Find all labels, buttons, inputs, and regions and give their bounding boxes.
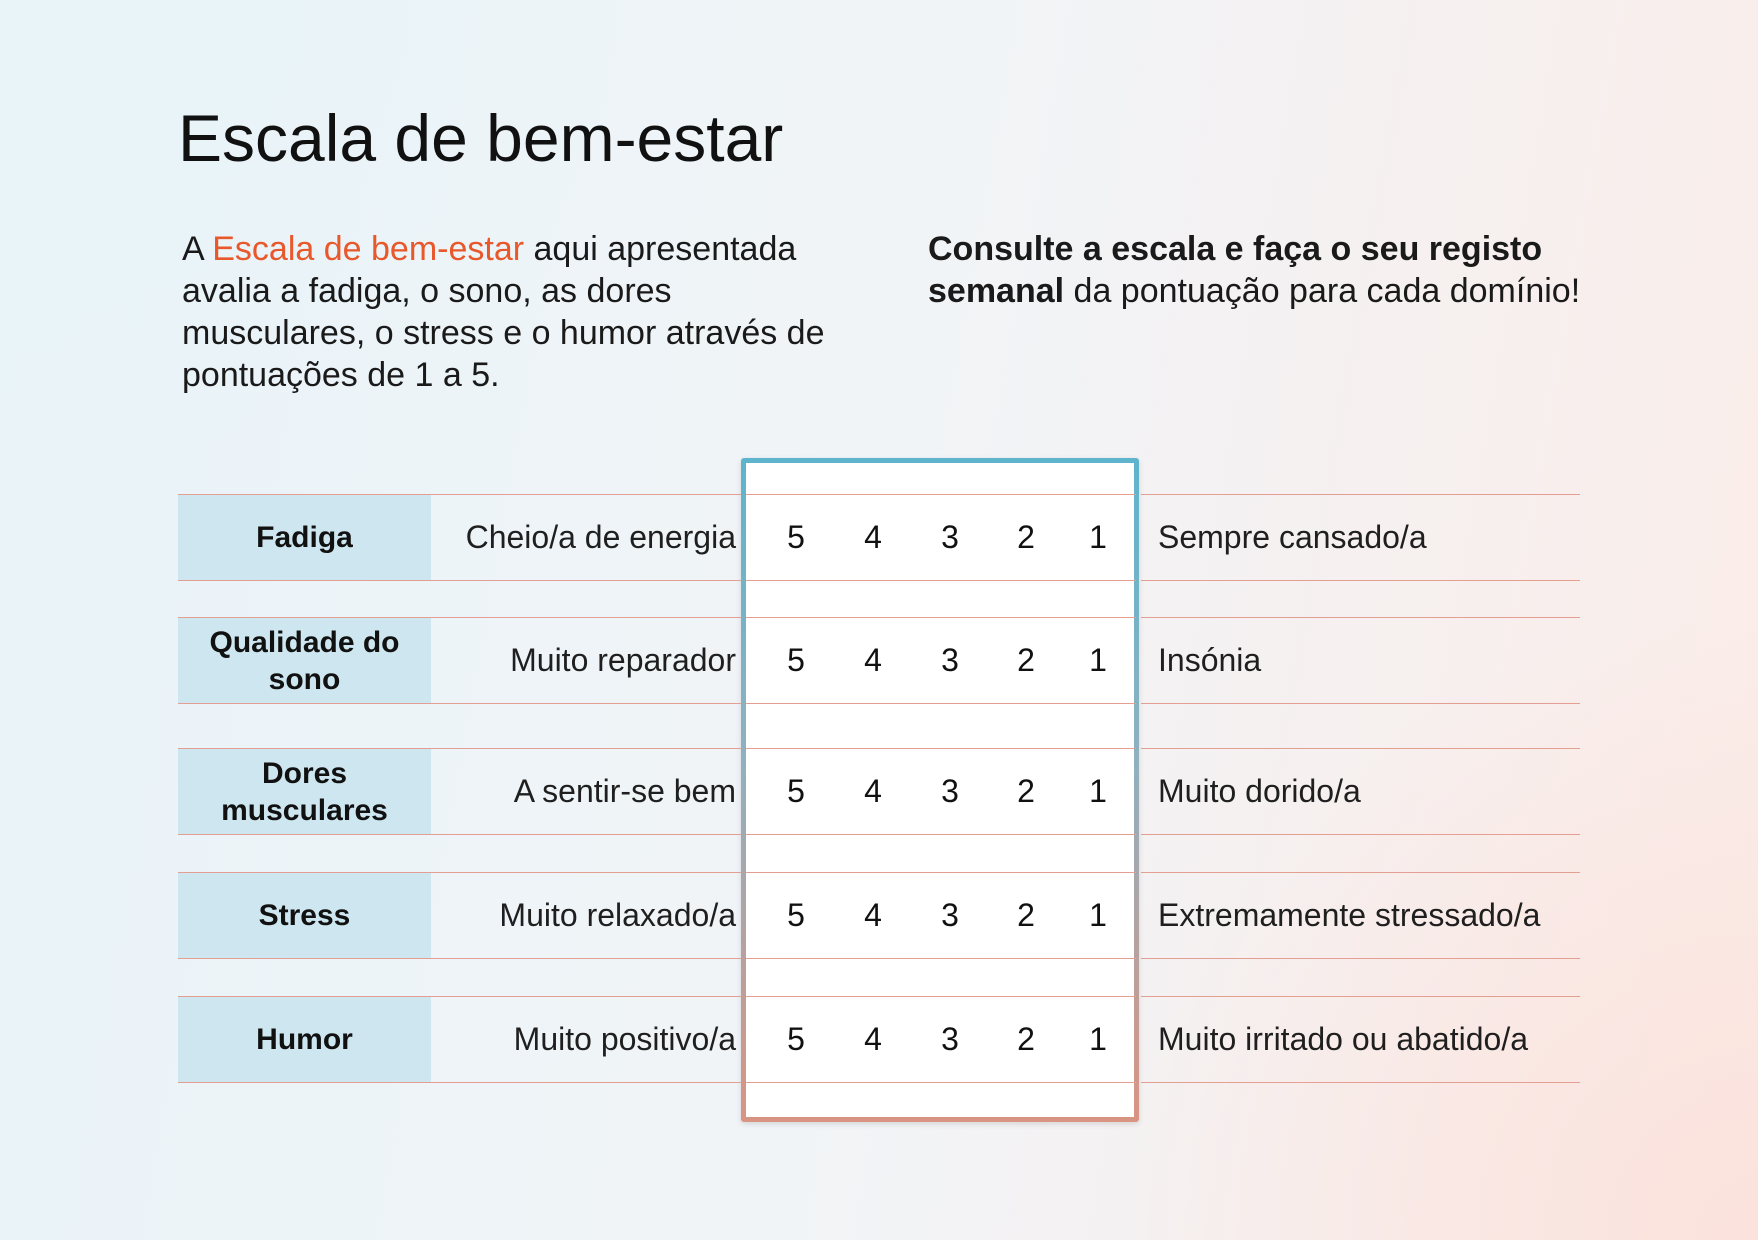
domain-label: Dores musculares [178, 749, 431, 834]
domain-label: Humor [178, 997, 431, 1082]
score-option-3[interactable]: 3 [941, 897, 959, 933]
negative-anchor-label: Sempre cansado/a [1158, 519, 1427, 555]
score-options [746, 617, 1136, 704]
score-option-1[interactable]: 1 [1089, 642, 1107, 678]
score-option-4[interactable]: 4 [864, 897, 882, 933]
score-option-2[interactable]: 2 [1017, 897, 1035, 933]
score-options [746, 872, 1136, 959]
positive-anchor-label: Muito relaxado/a [499, 897, 736, 933]
score-option-2[interactable]: 2 [1017, 773, 1035, 809]
positive-anchor-label: Cheio/a de energia [465, 519, 736, 555]
score-option-4[interactable]: 4 [864, 773, 882, 809]
cta-rest: da pontuação para cada domínio! [1064, 272, 1581, 310]
intro-prefix: A [182, 230, 213, 268]
cta-paragraph [928, 228, 1608, 312]
domain-label: Fadiga [178, 495, 431, 580]
score-option-4[interactable]: 4 [864, 519, 882, 555]
score-option-3[interactable]: 3 [941, 1021, 959, 1057]
domain-label: Qualidade do sono [178, 618, 431, 703]
domain-label: Stress [178, 873, 431, 958]
positive-anchor-label: Muito reparador [510, 642, 736, 678]
score-option-2[interactable]: 2 [1017, 519, 1035, 555]
intro-paragraph [182, 228, 852, 396]
score-option-2[interactable]: 2 [1017, 642, 1035, 678]
positive-anchor-label: Muito positivo/a [513, 1021, 736, 1057]
score-option-4[interactable]: 4 [864, 1021, 882, 1057]
score-option-5[interactable]: 5 [787, 642, 805, 678]
scale-row [178, 996, 1580, 1083]
score-options [746, 494, 1136, 581]
negative-anchor-label: Muito irritado ou abatido/a [1158, 1021, 1528, 1057]
negative-anchor-label: Extremamente stressado/a [1158, 897, 1541, 933]
score-option-1[interactable]: 1 [1089, 773, 1107, 809]
intro-highlight: Escala de bem-estar [212, 230, 525, 268]
score-option-1[interactable]: 1 [1089, 519, 1107, 555]
positive-anchor-label: A sentir-se bem [513, 773, 736, 809]
score-option-3[interactable]: 3 [941, 519, 959, 555]
scale-row [178, 748, 1580, 835]
score-options [746, 748, 1136, 835]
score-option-3[interactable]: 3 [941, 642, 959, 678]
score-option-2[interactable]: 2 [1017, 1021, 1035, 1057]
score-option-5[interactable]: 5 [787, 519, 805, 555]
scale-row [178, 494, 1580, 581]
score-option-1[interactable]: 1 [1089, 1021, 1107, 1057]
negative-anchor-label: Muito dorido/a [1158, 773, 1361, 809]
intro-suffix: aqui apresentada avalia a fadiga, o sono, as dores musculares, o stress e o humor através de pontuações de 1 a 5. [182, 230, 825, 394]
score-option-5[interactable]: 5 [787, 1021, 805, 1057]
cta-bold: Consulte a escala e faça o seu registo semanal [928, 230, 1543, 310]
score-option-1[interactable]: 1 [1089, 897, 1107, 933]
scale-row [178, 872, 1580, 959]
score-option-5[interactable]: 5 [787, 773, 805, 809]
score-option-5[interactable]: 5 [787, 897, 805, 933]
page-title: Escala de bem-estar [178, 101, 784, 175]
negative-anchor-label: Insónia [1158, 642, 1262, 678]
score-options [746, 996, 1136, 1083]
scale-row [178, 617, 1580, 704]
score-option-4[interactable]: 4 [864, 642, 882, 678]
score-option-3[interactable]: 3 [941, 773, 959, 809]
